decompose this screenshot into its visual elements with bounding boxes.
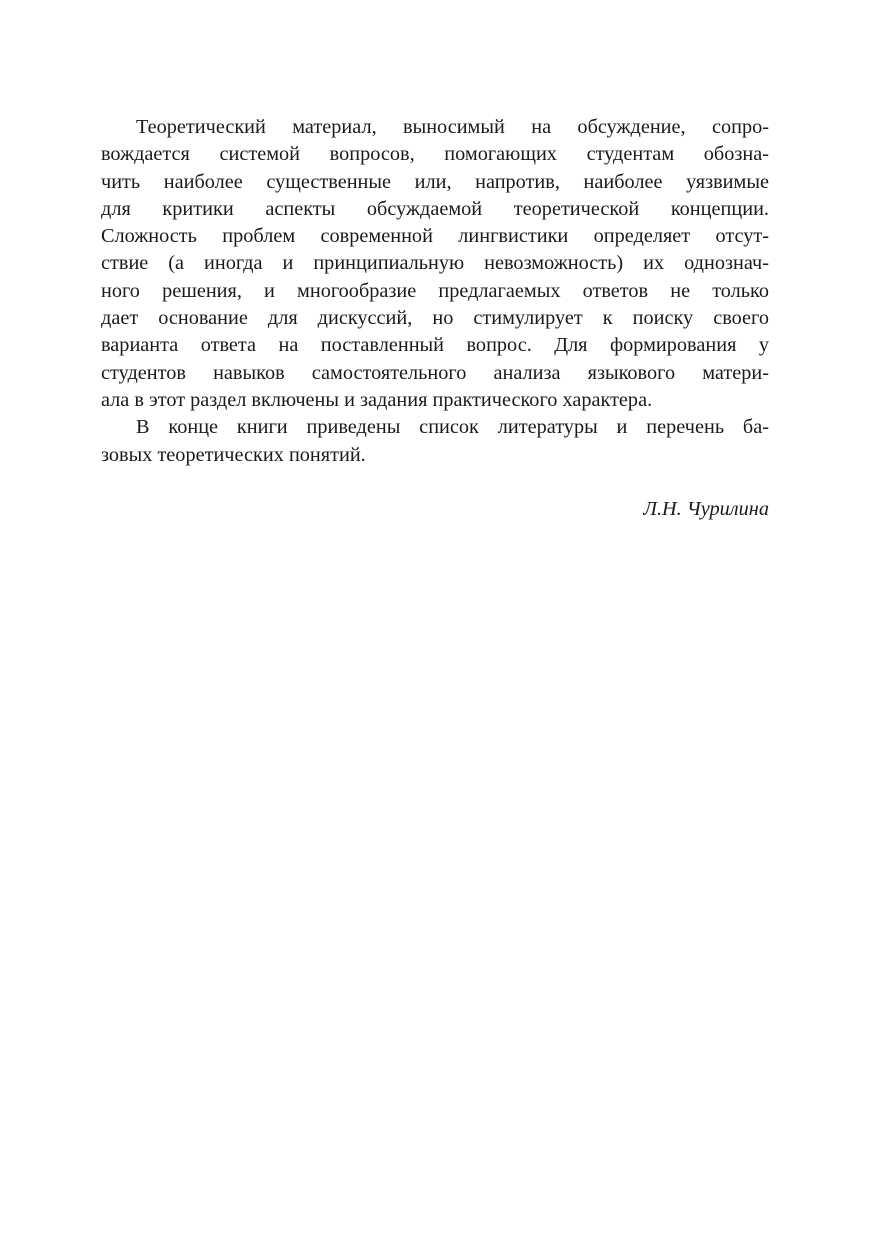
text-line: дает основание для дискуссий, но стимулирует к поиску своего [101,307,769,330]
text-line: ного решения, и многообразие предлагаемых ответов не только [101,279,769,302]
text-line: Теоретический материал, выносимый на обсуждение, сопро- [136,116,769,138]
text-line: ствие (а иногда и принципиальную невозможность) их однознач- [101,252,769,275]
text-line: В конце книги приведены список литературы и перечень ба- [136,416,769,439]
text-line: вождается системой вопросов, помогающих студентам обозна- [101,143,769,166]
text-line: Сложность проблем современной лингвистики определяет отсут- [101,225,769,248]
preface-text [101,114,769,469]
text-line: ала в этот раздел включены и задания практического характера. [101,388,653,411]
author-signature: Л.Н. Чурилина [643,498,769,520]
paragraph [101,114,769,414]
text-line: для критики аспекты обсуждаемой теоретической концепции. [101,197,769,220]
text-line: студентов навыков самостоятельного анализа языкового матери- [101,361,769,384]
paragraph [101,414,769,469]
text-line: зовых теоретических понятий. [101,443,366,466]
text-line: чить наиболее существенные или, напротив, наиболее уязвимые [101,170,769,193]
text-line: варианта ответа на поставленный вопрос. Для формирования у [101,334,769,357]
